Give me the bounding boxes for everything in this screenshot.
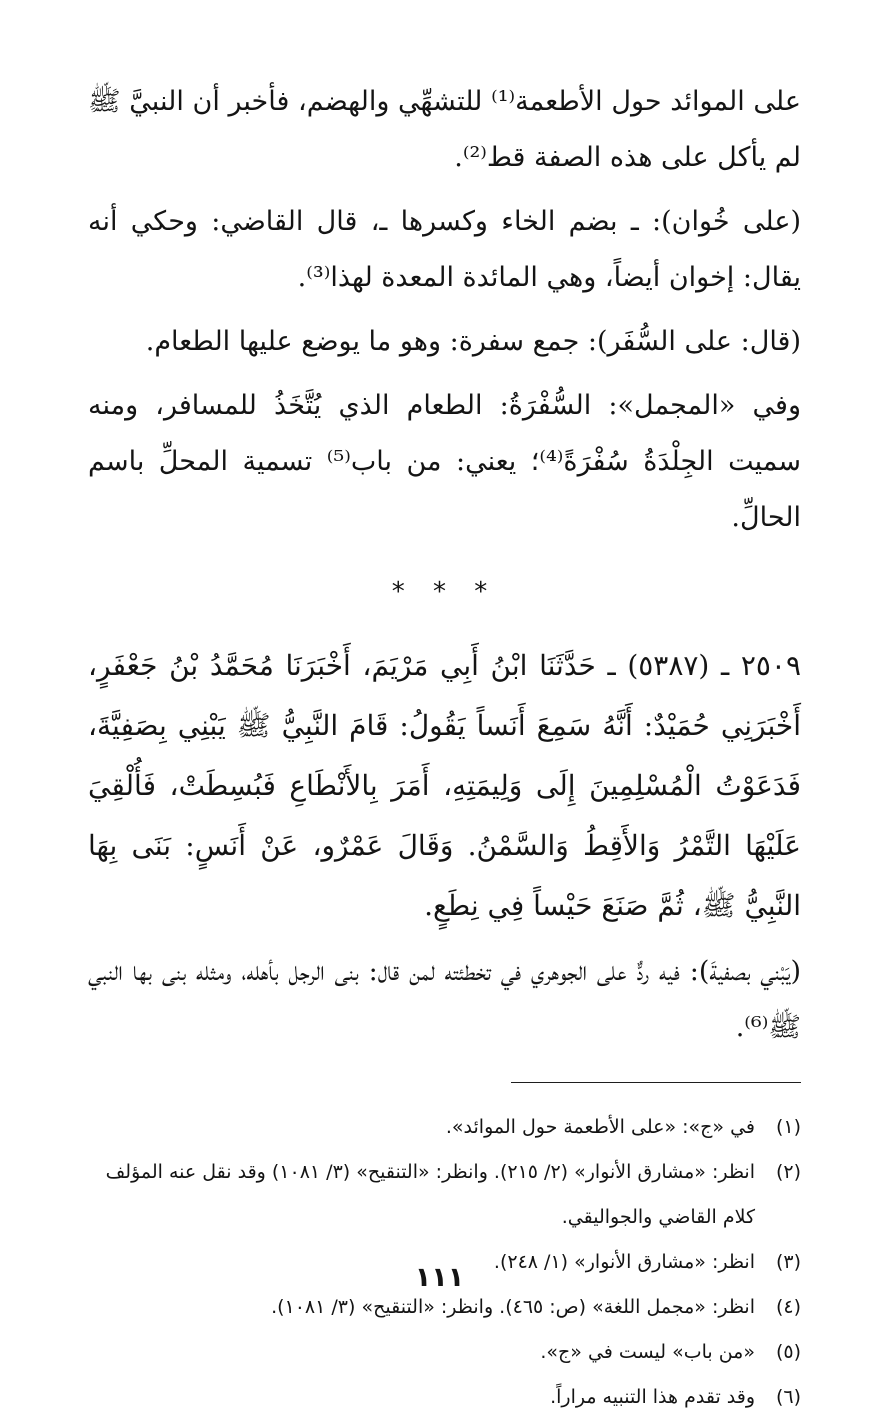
footnote-number: (١)	[775, 1116, 801, 1138]
footnote-text: «من باب» ليست في «ج».	[540, 1341, 755, 1363]
footnote-number: (٥)	[775, 1341, 801, 1363]
section-separator: * * *	[391, 577, 498, 607]
body-paragraph: وفي «المجمل»: السُّفْرَةُ: الطعام الذي يُتَّخَذُ للمسافر، ومنه سميت الجِلْدَةُ سُفْرَةً⁽⁴⁾؛ يعني: من باب⁽⁵⁾ تسمية المحلِّ باسم الحالِّ.	[88, 390, 801, 533]
footnote-text: انظر: «مجمل اللغة» (ص: ٤٦٥). وانظر: «التنقيح» (٣/ ١٠٨١).	[271, 1296, 755, 1318]
footnote-item	[88, 1330, 801, 1375]
page-number: ١١١	[414, 1262, 465, 1293]
footnote-number: (٣)	[775, 1251, 801, 1273]
footnote-text: وقد تقدم هذا التنبيه مراراً.	[550, 1386, 755, 1408]
footnote-item	[88, 1150, 801, 1240]
footnote-number: (٤)	[775, 1296, 801, 1318]
body-paragraph: على الموائد حول الأطعمة⁽¹⁾ للتشهِّي والهضم، فأخبر أن النبيَّ ﷺ لم يأكل على هذه الصفة قط⁽²⁾.	[88, 86, 801, 173]
footnote-text: في «ج»: «على الأطعمة حول الموائد».	[445, 1116, 755, 1138]
footnote-divider	[511, 1082, 801, 1083]
commentary-paragraph: (يَبْني بصفيةَ): فيه ردٌّ على الجوهري في تخطئته لمن قال: بنى الرجل بأهله، ومثله بنى بها النبي ﷺ⁽⁶⁾.	[88, 956, 801, 1043]
footnote-item	[88, 1105, 801, 1150]
footnote-number: (٦)	[775, 1386, 801, 1408]
hadith-text: ٢٥٠٩ ـ (٥٣٨٧) ـ حَدَّثَنَا ابْنُ أَبِي مَرْيَمَ، أَخْبَرَنَا مُحَمَّدُ بْنُ جَعْفَرٍ، أَخْبَرَنِي حُمَيْدٌ: أَنَّهُ سَمِعَ أَنَساً يَقُولُ: قَامَ النَّبِيُّ ﷺ يَبْنِي بِصَفِيَّةَ، فَدَعَوْتُ الْمُسْلِمِينَ إِلَى وَلِيمَتِهِ، أَمَرَ بِالأَنْطَاعِ فَبُسِطَتْ، فَأُلْقِيَ عَلَيْهَا التَّمْرُ وَالأَقِطُ وَالسَّمْنُ. وَقَالَ عَمْرٌو، عَنْ أَنَسٍ: بَنَى بِهَا النَّبِيُّ ﷺ، ثُمَّ صَنَعَ حَيْساً فِي نِطَعٍ.	[88, 649, 801, 922]
body-paragraph: (على خُوان): ـ بضم الخاء وكسرها ـ، قال القاضي: وحكي أنه يقال: إخوان أيضاً، وهي المائدة المعدة لهذا⁽³⁾.	[88, 206, 801, 293]
footnote-item	[88, 1375, 801, 1420]
footnote-number: (٢)	[775, 1161, 801, 1183]
footnote-text: انظر: «مشارق الأنوار» (٢/ ٢١٥). وانظر: «التنقيح» (٣/ ١٠٨١) وقد نقل عنه المؤلف كلام القاضي والجواليقي.	[105, 1161, 755, 1228]
body-paragraph: (قال: على السُّفَر): جمع سفرة: وهو ما يوضع عليها الطعام.	[145, 326, 801, 357]
book-page	[88, 74, 801, 1408]
footnote-text: انظر: «مشارق الأنوار» (١/ ٢٤٨).	[493, 1251, 755, 1273]
